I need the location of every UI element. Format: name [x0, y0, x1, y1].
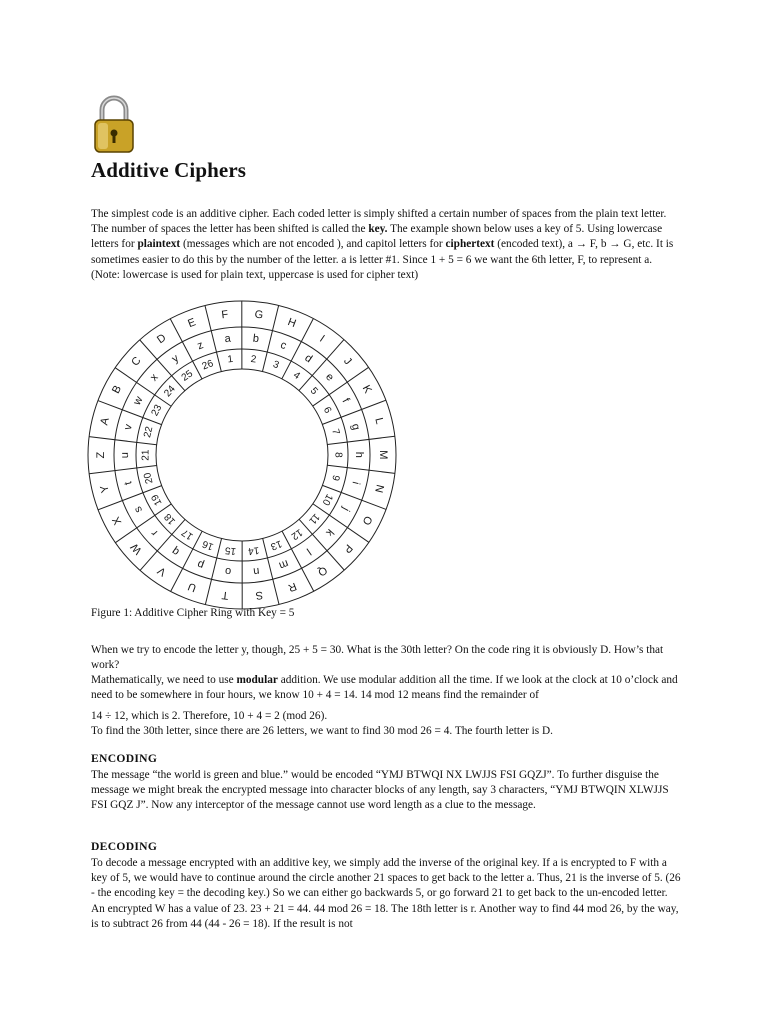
ring-number: 24: [162, 383, 178, 400]
ring-number: 17: [179, 526, 196, 542]
ring-cipher-letter: U: [186, 579, 199, 594]
encoding-paragraph: The message “the world is green and blue.” would be encoded “YMJ BTWQI NX LWJJS FSI GQZJ”. To further disguise the message we might break the encrypted message into character blocks of any length, say 3 characters, “YMJ BTWQIN XLWJJS FSI GQZ J”. Now any interceptor of the message cannot use word length as a clue to the message.: [91, 769, 669, 812]
cipher-ring-figure: [86, 299, 398, 611]
ring-number: 5: [307, 385, 320, 397]
ring-plain-letter: v: [121, 423, 135, 432]
ring-plain-letter: f: [339, 396, 352, 405]
ring-number: 22: [142, 425, 156, 439]
ring-cipher-letter: V: [155, 564, 169, 579]
ring-cipher-letter: W: [128, 540, 145, 557]
ring-cipher-letter: N: [372, 483, 386, 494]
ring-cipher-letter: J: [341, 355, 354, 368]
padlock-icon: [92, 94, 136, 154]
ring-number: 2: [250, 353, 257, 366]
ring-cipher-letter: P: [340, 541, 355, 556]
ring-number: 11: [306, 511, 322, 527]
ring-plain-letter: h: [352, 451, 366, 458]
ring-cipher-letter: O: [359, 513, 375, 527]
ring-plain-letter: o: [224, 564, 232, 578]
ring-number: 4: [291, 369, 302, 383]
ring-number: 14: [247, 544, 260, 557]
ciphertext-term: ciphertext: [445, 238, 495, 251]
ring-divider: [89, 465, 156, 473]
ring-cipher-letter: D: [155, 331, 169, 347]
ring-plain-letter: p: [195, 557, 206, 572]
ring-plain-letter: k: [323, 526, 336, 539]
ring-cipher-letter: S: [254, 588, 264, 602]
ring-plain-letter: z: [195, 339, 206, 353]
ring-cipher-letter: L: [372, 416, 386, 426]
ring-plain-letter: u: [118, 452, 132, 459]
ring-plain-letter: i: [349, 480, 362, 486]
decoding-paragraph: To decode a message encrypted with an additive key, we simply add the inverse of the original key. If a is encrypted to F with a key of 5, we would have to continue around the circle another 21 spaces to get back to the letter a. Thus, 21 is the inverse of 5. (26 - the encoding key = the decoding key.) So we can either go backwards 5, or go forward 21 to get back to the un-encoded letter. An encrypted W has a value of 23. 23 + 21 = 44. 44 mod 26 = 18. The 18th letter is r. Another way to find 44 mod 26, by the way, is to subtract 26 from 44 (44 - 26 = 18). If the result is not: [91, 857, 681, 930]
modular-paragraph-3: 14 ÷ 12, which is 2. Therefore, 10 + 4 = 2 (mod 26).: [91, 710, 328, 722]
ring-cipher-letter: G: [253, 308, 264, 322]
ring-plain-letter: t: [122, 480, 135, 487]
ring-number: 23: [149, 403, 165, 418]
ring-cipher-letter: Z: [94, 451, 108, 459]
figure-caption: Figure 1: Additive Cipher Ring with Key = 5: [91, 607, 295, 619]
ring-number: 21: [140, 449, 152, 461]
ring-number: 1: [226, 353, 234, 366]
page-title: Additive Ciphers: [91, 158, 247, 182]
ring-number: 26: [200, 358, 215, 373]
ring-plain-letter: b: [252, 332, 260, 346]
ring-cipher-letter: C: [129, 354, 144, 369]
ring-number: 16: [200, 537, 216, 552]
ring-plain-letter: y: [169, 352, 182, 366]
ring-divider: [327, 465, 395, 473]
ring-number: 8: [332, 452, 344, 458]
ring-plain-letter: j: [339, 505, 352, 514]
modular-term: modular: [236, 674, 278, 686]
ring-number: 7: [329, 427, 342, 436]
ring-cipher-letter: Y: [98, 483, 112, 494]
ring-circle-2: [136, 349, 348, 561]
ring-plain-letter: r: [148, 527, 161, 539]
ring-plain-letter: l: [304, 545, 314, 557]
ring-divider: [327, 436, 394, 444]
ring-plain-letter: m: [277, 557, 291, 572]
ring-number: 18: [162, 510, 179, 527]
ring-cipher-letter: E: [186, 316, 198, 331]
ring-plain-letter: d: [302, 351, 315, 366]
ring-number: 15: [224, 544, 237, 557]
ring-divider: [299, 340, 344, 391]
ring-number: 12: [288, 526, 305, 542]
ring-number: 25: [179, 368, 196, 384]
ring-number: 19: [149, 492, 165, 508]
ring-number: 20: [142, 471, 156, 485]
ring-cipher-letter: M: [376, 450, 390, 460]
ring-cipher-letter: A: [98, 416, 112, 427]
ring-cipher-letter: I: [317, 333, 327, 345]
ring-cipher-letter: H: [285, 316, 298, 331]
modular-paragraph-4: To find the 30th letter, since there are 26 letters, we want to find 30 mod 26 = 4. The fourth letter is D.: [91, 725, 554, 737]
ring-divider: [140, 340, 185, 391]
ring-cipher-letter: Q: [315, 563, 330, 579]
ring-divider: [299, 519, 344, 570]
modular-paragraph-1: When we try to encode the letter y, though, 25 + 5 = 30. What is the 30th letter? On the code ring it is obviously D. How’s that work?: [91, 644, 664, 672]
encoding-heading: ENCODING: [91, 752, 158, 765]
ring-cipher-letter: T: [221, 588, 230, 602]
ring-number: 3: [271, 359, 281, 372]
plaintext-term: plaintext: [137, 238, 181, 251]
ring-number: 10: [319, 492, 335, 507]
ring-divider: [140, 519, 185, 570]
ring-plain-letter: a: [223, 332, 232, 346]
ring-number: 9: [329, 473, 342, 482]
ring-plain-letter: g: [349, 422, 363, 432]
ring-plain-letter: c: [278, 338, 289, 353]
ring-plain-letter: x: [148, 371, 161, 384]
intro-paragraph: The simplest code is an additive cipher. Each coded letter is simply shifted a certain number of spaces from the plain text letter. The number of spaces the letter has been shifted is called the key. The example shown below uses a key of 5. Using lowercase letters for plaintext (messages which are not encoded ), and capitol letters for ciphertext (encoded text), a → F, b → G, etc. It is sometimes easier to do this by the number of the letter. a is letter #1. Since 1 + 5 = 6 we want the 6th letter, F, to represent a. (Note: lowercase is used for plain text, uppercase is used for cipher text): [91, 208, 674, 281]
ring-circle-3: [156, 369, 328, 541]
ring-cipher-letter: K: [359, 383, 374, 396]
ring-cipher-letter: R: [286, 579, 299, 594]
ring-cipher-letter: B: [110, 383, 125, 396]
key-term: key.: [368, 223, 388, 236]
ring-plain-letter: s: [131, 504, 146, 515]
ring-number: 13: [269, 537, 284, 552]
ring-number: 6: [320, 405, 334, 416]
ring-plain-letter: q: [169, 544, 182, 559]
ring-plain-letter: w: [131, 394, 146, 408]
modular-paragraph-2: Mathematically, we need to use modular addition. We use modular addition all the time. If we look at the clock at 10 o’clock and need to be somewhere in four hours, we know 10 + 4 = 14. 14 mod 12 means find the remainder of: [91, 674, 678, 702]
ring-cipher-letter: F: [220, 308, 229, 322]
ring-plain-letter: n: [252, 564, 261, 578]
decoding-heading: DECODING: [91, 840, 158, 853]
ring-cipher-letter: X: [110, 514, 125, 527]
ring-plain-letter: e: [322, 371, 336, 384]
